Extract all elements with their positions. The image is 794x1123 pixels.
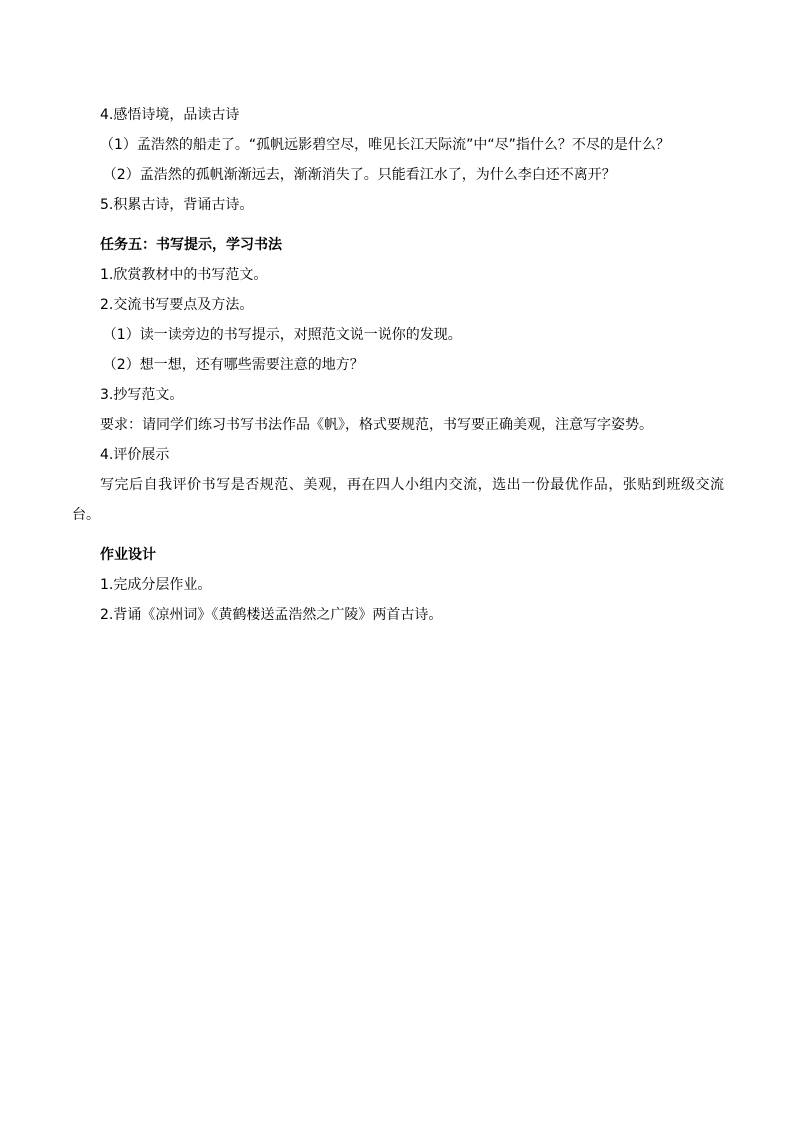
task-5-item-2-sub-1: （1）读一读旁边的书写提示，对照范文说一说你的发现。: [102, 327, 462, 343]
task-5-heading: 任务五：书写提示，学习书法: [100, 237, 282, 253]
task-5-item-2: 2.交流书写要点及方法。: [100, 297, 254, 313]
task-5-evaluation: 写完后自我评价书写是否规范、美观，再在四人小组内交流，选出一份最优作品，张贴到班级交流台。: [72, 477, 724, 523]
section-4-title: 4.感悟诗境，品读古诗: [100, 107, 240, 123]
task-5-item-1: 1.欣赏教材中的书写范文。: [100, 267, 268, 283]
homework-heading: 作业设计: [100, 547, 156, 563]
document-page: [72, 100, 724, 630]
task-5-requirement: 要求：请同学们练习书写书法作品《帆》，格式要规范，书写要正确美观，注意写字姿势。: [100, 417, 653, 433]
task-5-item-3: 3.抄写范文。: [100, 387, 184, 403]
homework-item-2: 2.背诵《凉州词》《黄鹤楼送孟浩然之广陵》两首古诗。: [100, 607, 443, 623]
section-5-title: 5.积累古诗，背诵古诗。: [100, 197, 254, 213]
homework-item-1: 1.完成分层作业。: [100, 577, 212, 593]
task-5-item-4: 4.评价展示: [100, 447, 170, 463]
section-4-question-2: （2）孟浩然的孤帆渐渐远去，渐渐消失了。只能看江水了，为什么李白还不离开？: [102, 167, 616, 183]
section-4-question-1: （1）孟浩然的船走了。“孤帆远影碧空尽，唯见长江天际流”中“尽”指什么？不尽的是什么？: [100, 137, 670, 153]
task-5-item-2-sub-2: （2）想一想，还有哪些需要注意的地方？: [102, 357, 364, 373]
